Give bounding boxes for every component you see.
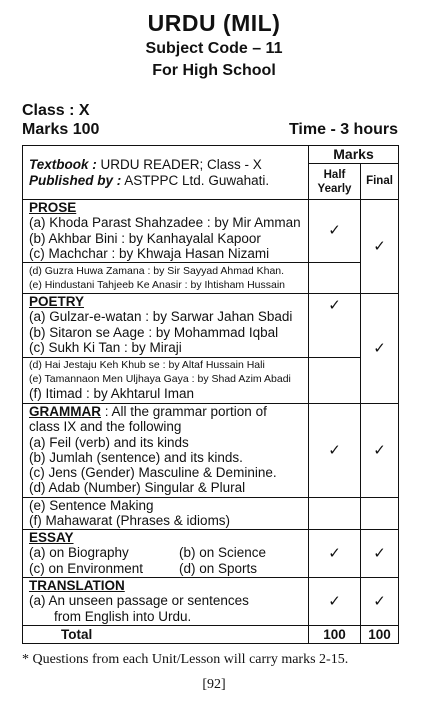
essay-title: ESSAY xyxy=(29,530,74,545)
subject-code: Subject Code – 11 xyxy=(145,40,283,57)
poetry-cell xyxy=(23,294,309,358)
grammar-title: GRAMMAR xyxy=(29,404,101,419)
syllabus-table xyxy=(22,145,399,644)
essay-item: (d) on Sports xyxy=(179,560,258,576)
page-number: [92] xyxy=(202,677,226,692)
translation-item: from English into Urdu. xyxy=(54,608,192,624)
grammar-intro: class IX and the following xyxy=(29,419,182,435)
translation-cell xyxy=(23,578,309,626)
poetry-item: (c) Sukh Ki Tan : by Miraji xyxy=(29,339,182,355)
grammar-extra-cell xyxy=(23,498,309,530)
marks-label: Marks 100 xyxy=(22,121,100,138)
published-value: ASTPPC Ltd. Guwahati. xyxy=(124,172,270,188)
poetry-extra-cell xyxy=(23,358,309,404)
essay-cell xyxy=(23,530,309,578)
essay-half-check: ✓ xyxy=(309,530,361,578)
textbook-label: Textbook : xyxy=(29,157,97,173)
prose-final-check: ✓ xyxy=(361,200,399,294)
total-final: 100 xyxy=(361,626,399,644)
translation-half-check: ✓ xyxy=(309,578,361,626)
prose-half-check: ✓ xyxy=(309,200,361,263)
prose-item: (b) Akhbar Bini : by Kanhayalal Kapoor xyxy=(29,230,261,246)
translation-title: TRANSLATION xyxy=(29,578,125,593)
poetry-item: (e) Tamannaon Men Uljhaya Gaya : by Shad Azim Abadi xyxy=(29,372,291,385)
prose-cell xyxy=(23,200,309,263)
translation-item: (a) An unseen passage or sentences xyxy=(29,593,249,609)
grammar-item: (b) Jumlah (sentence) and its kinds. xyxy=(29,449,243,465)
marks-header: Marks xyxy=(309,146,399,164)
footnote: * Questions from each Unit/Lesson will carry marks 2-15. xyxy=(22,652,349,667)
class-label: Class : X xyxy=(22,102,90,119)
prose-item: (e) Hindustani Tahjeeb Ke Anasir : by Ihtisham Hussain xyxy=(29,278,286,291)
essay-final-check: ✓ xyxy=(361,530,399,578)
half-yearly-header: Half Yearly xyxy=(309,164,361,200)
essay-item: (b) on Science xyxy=(179,545,267,561)
grammar-cell xyxy=(23,404,309,498)
prose-item: (d) Guzra Huwa Zamana : by Sir Sayyad Ahmad Khan. xyxy=(29,265,285,277)
grammar-item: (f) Mahawarat (Phrases & idioms) xyxy=(29,513,231,529)
grammar-item: (e) Sentence Making xyxy=(29,498,154,513)
prose-extra-cell xyxy=(23,263,309,294)
total-half: 100 xyxy=(309,626,361,644)
essay-item: (c) on Environment xyxy=(29,560,144,576)
grammar-item: (a) Feil (verb) and its kinds xyxy=(29,434,189,450)
textbook-cell xyxy=(23,146,309,200)
poetry-final-check: ✓ xyxy=(361,294,399,404)
prose-item: (a) Khoda Parast Shahzadee : by Mir Amman xyxy=(29,215,301,231)
prose-item: (c) Machchar : by Khwaja Hasan Nizami xyxy=(29,245,270,261)
translation-final-check: ✓ xyxy=(361,578,399,626)
published-label: Published by : xyxy=(29,172,122,188)
poetry-item: (a) Gulzar-e-watan : by Sarwar Jahan Sbadi xyxy=(29,309,293,325)
prose-title: PROSE xyxy=(29,200,77,215)
poetry-item: (d) Hai Jestaju Keh Khub se : by Altaf Hussain Hali xyxy=(29,359,265,371)
final-header: Final xyxy=(361,164,399,200)
grammar-intro: : All the grammar portion of xyxy=(101,404,267,419)
level: For High School xyxy=(152,62,276,79)
essay-item: (a) on Biography xyxy=(29,545,129,561)
poetry-item: (b) Sitaron se Aage : by Mohammad Iqbal xyxy=(29,324,279,340)
textbook-value: URDU READER; Class - X xyxy=(100,157,262,173)
grammar-item: (d) Adab (Number) Singular & Plural xyxy=(29,480,246,496)
grammar-half-check: ✓ xyxy=(309,404,361,498)
title: URDU (MIL) xyxy=(147,10,281,36)
poetry-half-check: ✓ xyxy=(309,294,361,358)
grammar-item: (c) Jens (Gender) Masculine & Deminine. xyxy=(29,465,277,481)
poetry-item: (f) Itimad : by Akhtarul Iman xyxy=(29,386,195,401)
poetry-title: POETRY xyxy=(29,294,85,309)
total-label: Total xyxy=(23,626,309,644)
grammar-final-check: ✓ xyxy=(361,404,399,498)
time-label: Time - 3 hours xyxy=(288,121,398,138)
